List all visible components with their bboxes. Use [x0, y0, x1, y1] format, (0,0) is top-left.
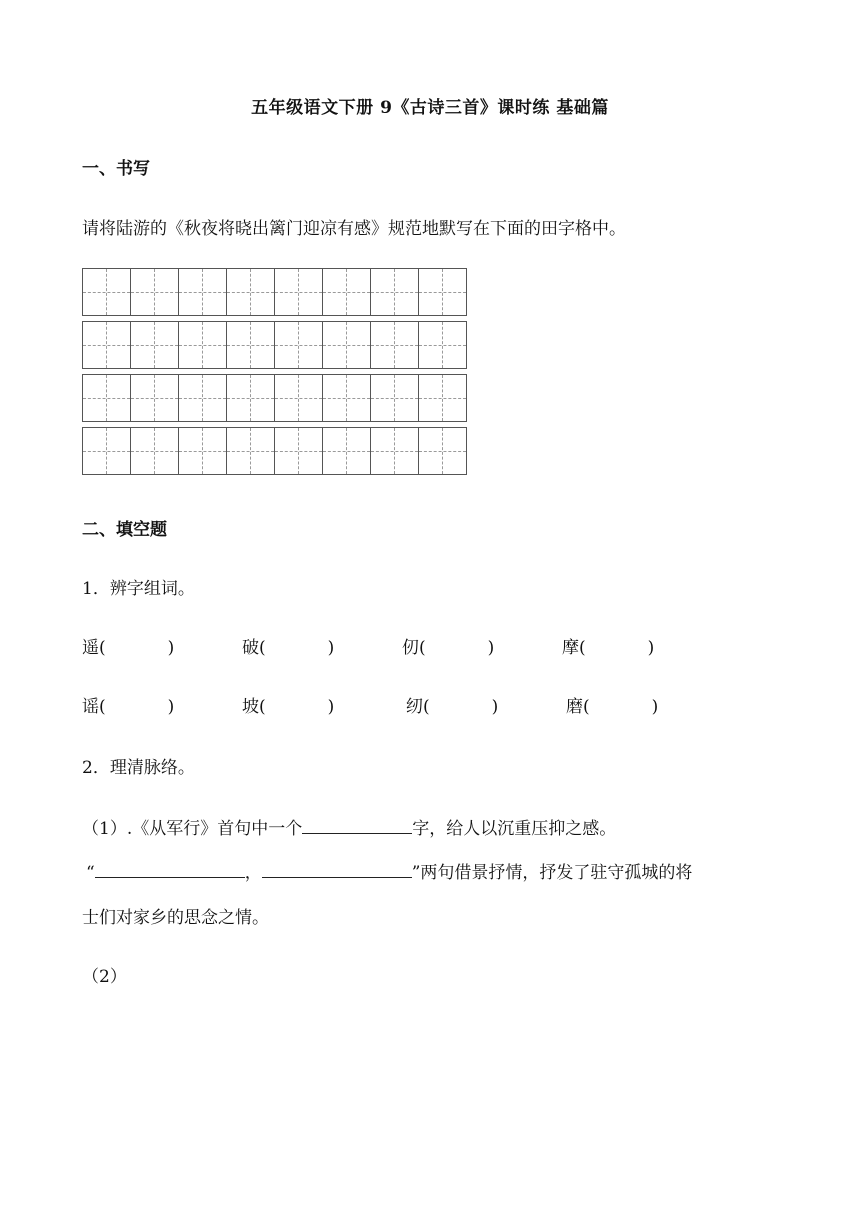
grid-cell[interactable]	[179, 427, 227, 475]
grid-cell[interactable]	[83, 321, 131, 369]
grid-row	[82, 427, 467, 475]
word-item	[566, 692, 658, 717]
open-paren: (	[579, 638, 586, 658]
word-character: 坡	[242, 697, 259, 717]
page-title: 五年级语文下册 9《古诗三首》课时练 基础篇	[251, 98, 609, 118]
close-paren: )	[491, 697, 499, 717]
grid-cell[interactable]	[179, 321, 227, 369]
close-paren: )	[167, 697, 175, 717]
section-heading-fill-blank: 二、填空题	[82, 520, 167, 540]
word-item	[82, 633, 174, 658]
word-character: 仞	[402, 638, 419, 658]
grid-cell[interactable]	[131, 374, 179, 422]
open-paren: (	[419, 638, 426, 658]
word-item	[242, 692, 334, 717]
word-item	[402, 633, 494, 658]
word-item	[406, 692, 498, 717]
grid-cell[interactable]	[419, 268, 467, 316]
word-item	[82, 692, 174, 717]
grid-cell[interactable]	[371, 427, 419, 475]
grid-cell[interactable]	[323, 268, 371, 316]
word-item	[242, 633, 334, 658]
grid-row	[82, 321, 467, 369]
section-heading-writing: 一、书写	[82, 159, 150, 179]
open-paren: (	[99, 697, 106, 717]
grid-cell[interactable]	[227, 427, 275, 475]
grid-cell[interactable]	[323, 321, 371, 369]
answer-blank-2[interactable]	[95, 860, 245, 878]
word-character: 磨	[566, 697, 583, 717]
grid-cell[interactable]	[131, 268, 179, 316]
close-paren: )	[487, 638, 495, 658]
grid-cell[interactable]	[275, 427, 323, 475]
answer-blank-1[interactable]	[302, 816, 412, 834]
question-2-part1-line2	[86, 858, 692, 883]
grid-cell[interactable]	[419, 427, 467, 475]
grid-cell[interactable]	[227, 321, 275, 369]
part1-line2-suffix: ”两句借景抒情，抒发了驻守孤城的将	[411, 863, 693, 883]
grid-cell[interactable]	[419, 321, 467, 369]
close-paren: )	[167, 638, 175, 658]
grid-row	[82, 268, 467, 316]
word-character: 谣	[82, 697, 99, 717]
grid-cell[interactable]	[131, 427, 179, 475]
grid-cell[interactable]	[179, 374, 227, 422]
question-1-label: 1．辨字组词。	[82, 579, 195, 599]
grid-cell[interactable]	[371, 268, 419, 316]
question-2-part1-line3: 士们对家乡的思念之情。	[82, 908, 269, 928]
grid-cell[interactable]	[227, 374, 275, 422]
grid-cell[interactable]	[371, 374, 419, 422]
close-paren: )	[327, 638, 335, 658]
close-paren: )	[651, 697, 659, 717]
grid-cell[interactable]	[83, 268, 131, 316]
grid-cell[interactable]	[275, 321, 323, 369]
open-paren: (	[423, 697, 430, 717]
grid-cell[interactable]	[419, 374, 467, 422]
grid-cell[interactable]	[323, 374, 371, 422]
open-paren: (	[259, 638, 266, 658]
part1-prefix: （1）.《从军行》首句中一个	[82, 819, 303, 839]
writing-instruction: 请将陆游的《秋夜将晓出篱门迎凉有感》规范地默写在下面的田字格中。	[82, 219, 626, 239]
grid-cell[interactable]	[275, 374, 323, 422]
grid-cell[interactable]	[179, 268, 227, 316]
grid-cell[interactable]	[275, 268, 323, 316]
question-2-label: 2．理清脉络。	[82, 758, 195, 778]
grid-cell[interactable]	[227, 268, 275, 316]
word-character: 纫	[406, 697, 423, 717]
close-paren: )	[647, 638, 655, 658]
answer-blank-3[interactable]	[262, 860, 412, 878]
comma: ，	[244, 863, 262, 883]
grid-cell[interactable]	[83, 427, 131, 475]
question-2-part1-line1	[82, 814, 616, 839]
grid-row	[82, 374, 467, 422]
word-item	[562, 633, 654, 658]
grid-cell[interactable]	[131, 321, 179, 369]
grid-cell[interactable]	[83, 374, 131, 422]
part1-suffix: 字，给人以沉重压抑之感。	[412, 819, 617, 839]
word-character: 遥	[82, 638, 99, 658]
open-paren: (	[583, 697, 590, 717]
grid-cell[interactable]	[323, 427, 371, 475]
grid-cell[interactable]	[371, 321, 419, 369]
open-paren: (	[99, 638, 106, 658]
word-character: 破	[242, 638, 259, 658]
question-2-part2-label: （2）	[82, 967, 127, 987]
open-paren: (	[259, 697, 266, 717]
open-quote: “	[86, 863, 95, 883]
word-character: 摩	[562, 638, 579, 658]
close-paren: )	[327, 697, 335, 717]
